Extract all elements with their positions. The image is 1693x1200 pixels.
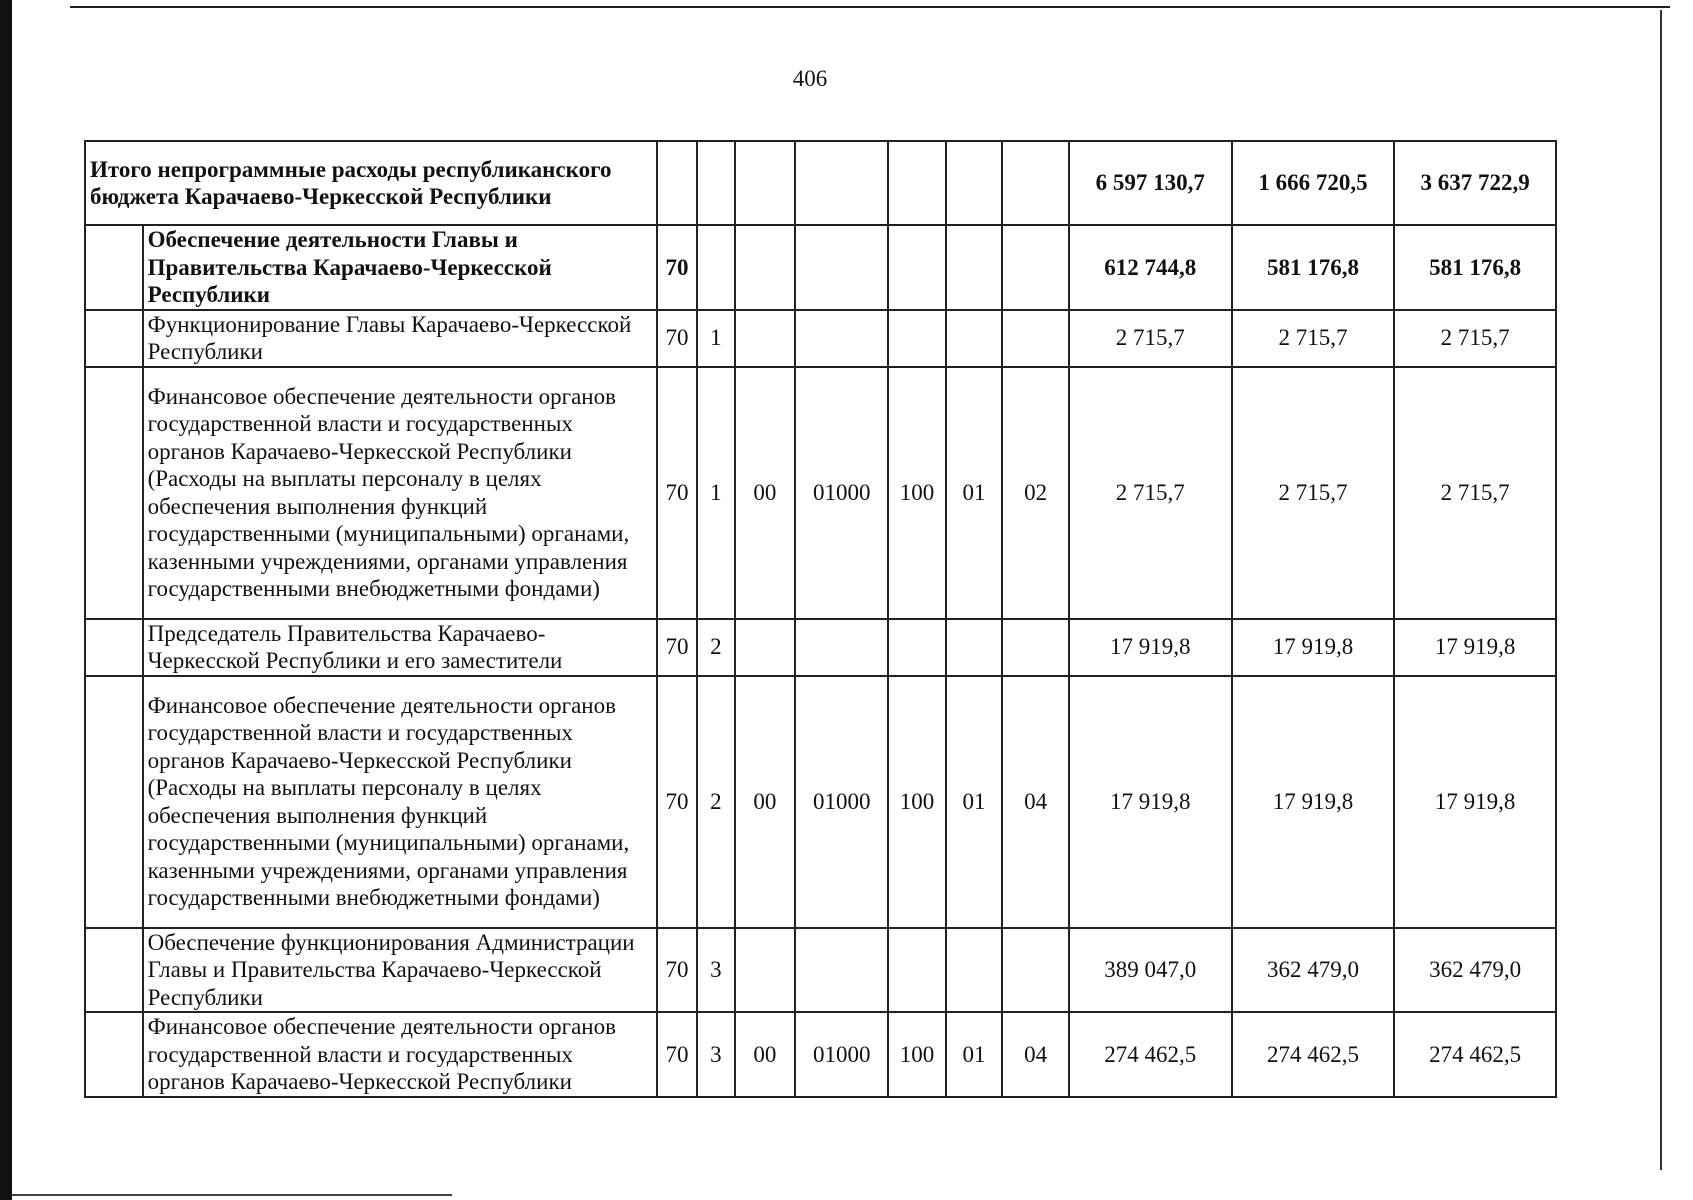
code-cell: 01 [946, 367, 1003, 619]
scan-edge-left [0, 0, 12, 1200]
code-cell [888, 310, 946, 367]
code-cell [735, 619, 796, 676]
code-cell: 01 [946, 1012, 1003, 1097]
amount-cell: 2 715,7 [1394, 310, 1556, 367]
amount-cell: 17 919,8 [1394, 676, 1556, 928]
code-cell [1002, 619, 1069, 676]
code-cell: 70 [657, 367, 697, 619]
row-label: Обеспечение функционирования Администрации Главы и Правительства Карачаево-Черкесской Республики [143, 928, 657, 1013]
amount-cell: 274 462,5 [1069, 1012, 1232, 1097]
code-cell: 2 [697, 676, 734, 928]
code-cell [1002, 141, 1069, 225]
indent-cell [85, 367, 143, 619]
code-cell [795, 928, 888, 1013]
code-cell [735, 141, 796, 225]
amount-cell: 17 919,8 [1069, 619, 1232, 676]
table-row [85, 676, 1556, 928]
code-cell: 04 [1002, 676, 1069, 928]
code-cell [888, 141, 946, 225]
code-cell [946, 619, 1003, 676]
amount-cell: 581 176,8 [1394, 225, 1556, 310]
amount-cell: 2 715,7 [1232, 367, 1395, 619]
code-cell [735, 225, 796, 310]
code-cell: 100 [888, 1012, 946, 1097]
row-label: Финансовое обеспечение деятельности органов государственной власти и государственных органов Карачаево-Черкесской Республики [143, 1012, 657, 1097]
amount-cell: 274 462,5 [1394, 1012, 1556, 1097]
code-cell: 100 [888, 676, 946, 928]
code-cell: 01 [946, 676, 1003, 928]
row-label: Финансовое обеспечение деятельности органов государственной власти и государственных органов Карачаево-Черкесской Республики (Расходы на выплаты персоналу в целях обеспечения выполнения функций государственными (муниципальными) органами, казенными учреждениями, органами управления государственными внебюджетными фондами) [143, 367, 657, 619]
code-cell [946, 225, 1003, 310]
table-row [85, 367, 1556, 619]
table-row [85, 225, 1556, 310]
code-cell [735, 928, 796, 1013]
amount-cell: 2 715,7 [1069, 310, 1232, 367]
code-cell: 2 [697, 619, 734, 676]
indent-cell [85, 676, 143, 928]
indent-cell [85, 928, 143, 1013]
table-row [85, 1012, 1556, 1097]
code-cell [1002, 225, 1069, 310]
code-cell: 1 [697, 310, 734, 367]
code-cell: 70 [657, 1012, 697, 1097]
code-cell: 70 [657, 225, 697, 310]
indent-cell [85, 225, 143, 310]
amount-cell: 17 919,8 [1232, 676, 1395, 928]
amount-cell: 274 462,5 [1232, 1012, 1395, 1097]
code-cell: 02 [1002, 367, 1069, 619]
code-cell [888, 619, 946, 676]
amount-cell: 2 715,7 [1069, 367, 1232, 619]
table-row [85, 928, 1556, 1013]
code-cell [946, 310, 1003, 367]
amount-cell: 581 176,8 [1232, 225, 1395, 310]
amount-cell: 6 597 130,7 [1069, 141, 1232, 225]
code-cell [795, 141, 888, 225]
code-cell [697, 225, 734, 310]
code-cell: 70 [657, 619, 697, 676]
code-cell: 01000 [795, 1012, 888, 1097]
code-cell [735, 310, 796, 367]
code-cell [697, 141, 734, 225]
code-cell [1002, 928, 1069, 1013]
amount-cell: 3 637 722,9 [1394, 141, 1556, 225]
row-label: Обеспечение деятельности Главы и Правительства Карачаево-Черкесской Республики [143, 225, 657, 310]
code-cell [795, 225, 888, 310]
code-cell: 00 [735, 367, 796, 619]
code-cell [657, 141, 697, 225]
table-row [85, 619, 1556, 676]
code-cell [795, 619, 888, 676]
code-cell: 01000 [795, 676, 888, 928]
indent-cell [85, 619, 143, 676]
amount-cell: 362 479,0 [1394, 928, 1556, 1013]
row-label: Председатель Правительства Карачаево-Черкесской Республики и его заместители [143, 619, 657, 676]
amount-cell: 17 919,8 [1232, 619, 1395, 676]
amount-cell: 17 919,8 [1394, 619, 1556, 676]
row-label: Финансовое обеспечение деятельности органов государственной власти и государственных органов Карачаево-Черкесской Республики (Расходы на выплаты персоналу в целях обеспечения выполнения функций государственными (муниципальными) органами, казенными учреждениями, органами управления государственными внебюджетными фондами) [143, 676, 657, 928]
code-cell [888, 225, 946, 310]
amount-cell: 1 666 720,5 [1232, 141, 1395, 225]
amount-cell: 612 744,8 [1069, 225, 1232, 310]
code-cell [888, 928, 946, 1013]
budget-table [84, 140, 1557, 1098]
code-cell: 01000 [795, 367, 888, 619]
code-cell: 70 [657, 310, 697, 367]
code-cell: 00 [735, 1012, 796, 1097]
amount-cell: 362 479,0 [1232, 928, 1395, 1013]
amount-cell: 389 047,0 [1069, 928, 1232, 1013]
code-cell: 3 [697, 928, 734, 1013]
code-cell: 00 [735, 676, 796, 928]
row-label: Функционирование Главы Карачаево-Черкесской Республики [143, 310, 657, 367]
amount-cell: 17 919,8 [1069, 676, 1232, 928]
code-cell: 100 [888, 367, 946, 619]
indent-cell [85, 1012, 143, 1097]
scan-edge-right [1660, 10, 1662, 1170]
code-cell [795, 310, 888, 367]
scan-edge-top [70, 6, 1670, 8]
indent-cell [85, 310, 143, 367]
code-cell [1002, 310, 1069, 367]
code-cell: 3 [697, 1012, 734, 1097]
code-cell [946, 141, 1003, 225]
page-number: 406 [792, 66, 828, 91]
row-label: Итого непрограммные расходы республиканского бюджета Карачаево-Черкесской Республики [85, 141, 657, 225]
table-row [85, 141, 1556, 225]
table-row [85, 310, 1556, 367]
amount-cell: 2 715,7 [1394, 367, 1556, 619]
code-cell: 1 [697, 367, 734, 619]
code-cell: 70 [657, 676, 697, 928]
code-cell: 70 [657, 928, 697, 1013]
amount-cell: 2 715,7 [1232, 310, 1395, 367]
code-cell: 04 [1002, 1012, 1069, 1097]
code-cell [946, 928, 1003, 1013]
scan-edge-bottom [12, 1194, 452, 1196]
